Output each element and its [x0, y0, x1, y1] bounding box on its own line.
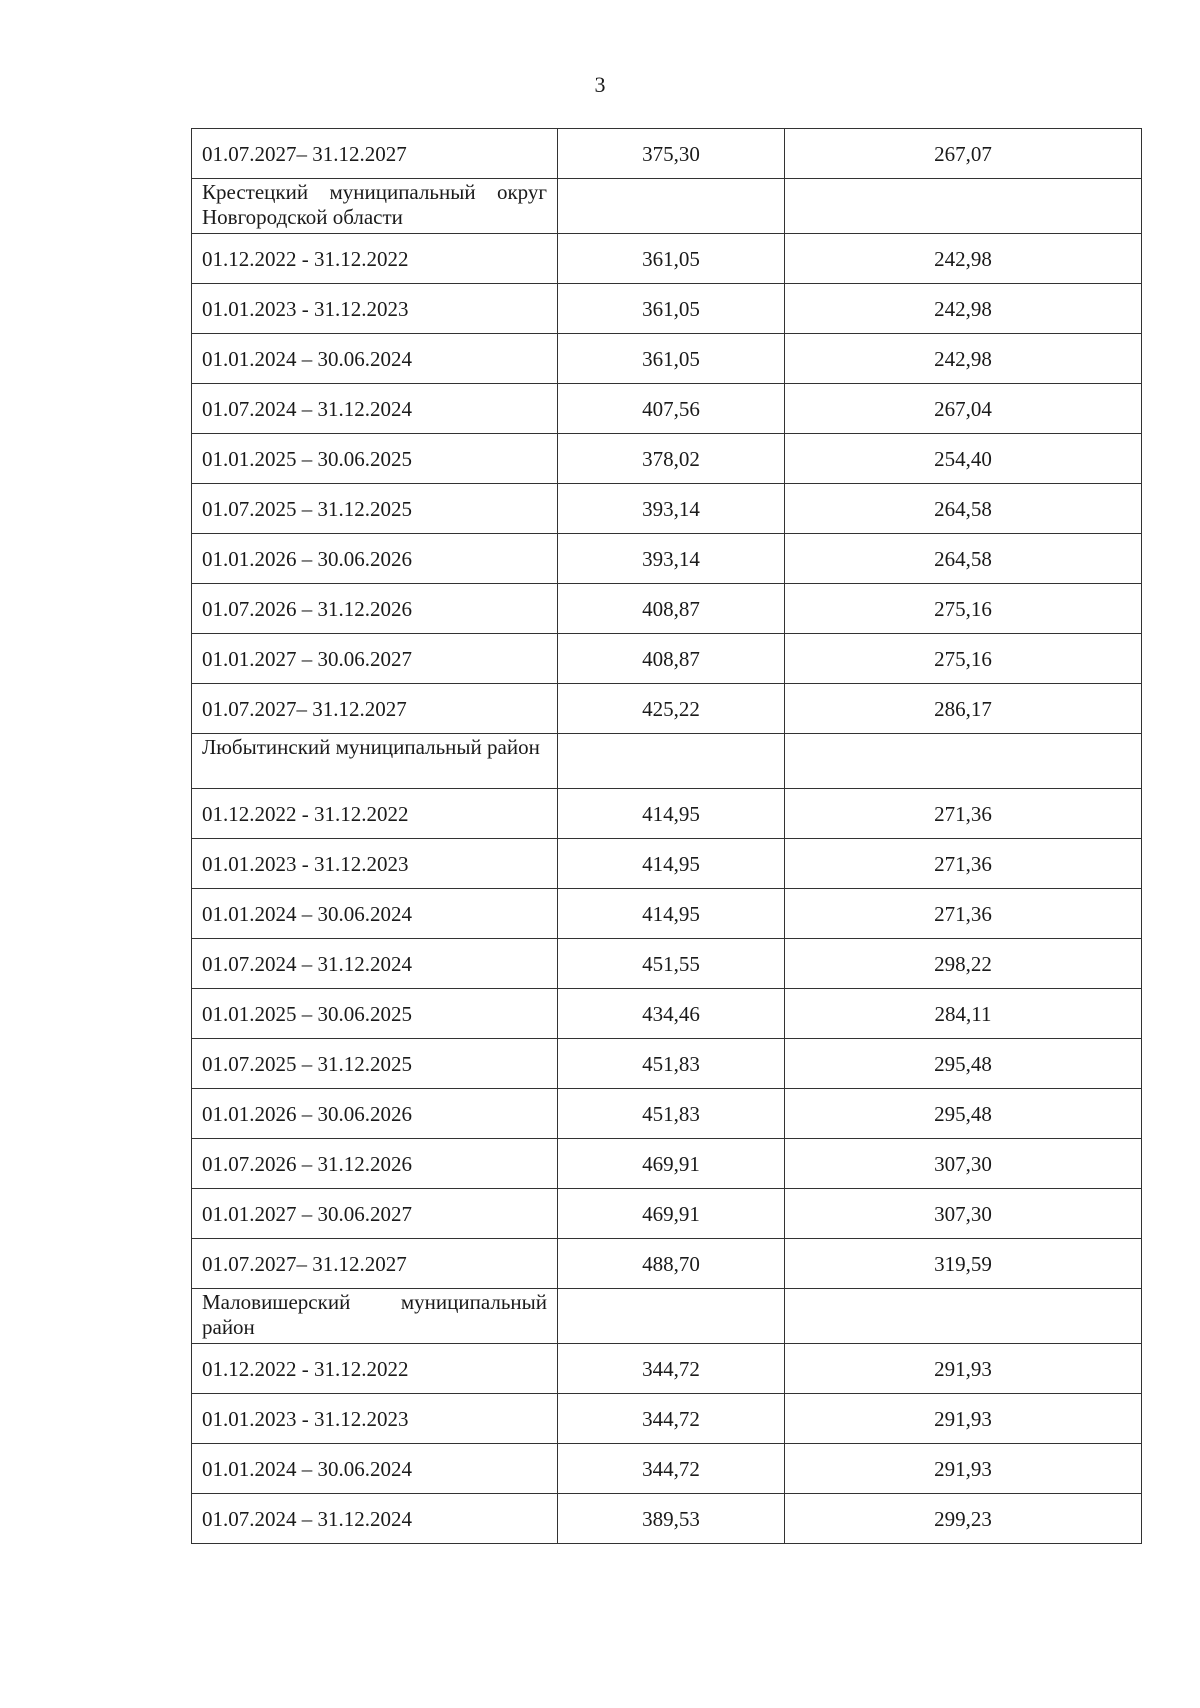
- value-cell-2: 299,23: [785, 1494, 1142, 1544]
- value-cell-1: 451,55: [558, 939, 785, 989]
- table-row: [192, 584, 1142, 634]
- value-cell-1: 344,72: [558, 1444, 785, 1494]
- value-cell-2: 291,93: [785, 1444, 1142, 1494]
- value-cell-1: 414,95: [558, 889, 785, 939]
- period-cell: 01.07.2025 – 31.12.2025: [192, 484, 558, 534]
- value-cell-2: 291,93: [785, 1344, 1142, 1394]
- value-cell-1: 361,05: [558, 234, 785, 284]
- period-cell: 01.07.2027– 31.12.2027: [192, 129, 558, 179]
- table-row: [192, 1494, 1142, 1544]
- period-cell: 01.07.2026 – 31.12.2026: [192, 1139, 558, 1189]
- value-cell-2: 254,40: [785, 434, 1142, 484]
- value-cell-1: 469,91: [558, 1139, 785, 1189]
- value-cell-1: 408,87: [558, 634, 785, 684]
- value-cell-2: 264,58: [785, 534, 1142, 584]
- value-cell-2: 242,98: [785, 284, 1142, 334]
- value-cell-2: 295,48: [785, 1089, 1142, 1139]
- value-cell-1: 344,72: [558, 1394, 785, 1444]
- value-cell-2: 307,30: [785, 1189, 1142, 1239]
- value-cell-1: 488,70: [558, 1239, 785, 1289]
- value-cell-2: 267,04: [785, 384, 1142, 434]
- period-cell: 01.01.2024 – 30.06.2024: [192, 1444, 558, 1494]
- value-cell-1: 469,91: [558, 1189, 785, 1239]
- period-cell: 01.07.2025 – 31.12.2025: [192, 1039, 558, 1089]
- value-cell-2: 271,36: [785, 789, 1142, 839]
- value-cell-1: 389,53: [558, 1494, 785, 1544]
- period-cell: 01.07.2027– 31.12.2027: [192, 1239, 558, 1289]
- value-cell-2: 242,98: [785, 234, 1142, 284]
- value-cell-1: 414,95: [558, 839, 785, 889]
- empty-cell: [558, 1289, 785, 1344]
- section-title: Маловишерский муниципальный район: [192, 1289, 558, 1344]
- empty-cell: [785, 179, 1142, 234]
- table-row: [192, 1344, 1142, 1394]
- tariff-table: [191, 128, 1142, 1544]
- value-cell-1: 408,87: [558, 584, 785, 634]
- value-cell-2: 271,36: [785, 889, 1142, 939]
- table-row: [192, 1189, 1142, 1239]
- value-cell-1: 451,83: [558, 1039, 785, 1089]
- table-row: [192, 234, 1142, 284]
- value-cell-2: 295,48: [785, 1039, 1142, 1089]
- period-cell: 01.01.2027 – 30.06.2027: [192, 634, 558, 684]
- period-cell: 01.07.2024 – 31.12.2024: [192, 384, 558, 434]
- period-cell: 01.01.2025 – 30.06.2025: [192, 434, 558, 484]
- table-row: [192, 839, 1142, 889]
- value-cell-1: 361,05: [558, 334, 785, 384]
- empty-cell: [558, 734, 785, 789]
- table-row: [192, 384, 1142, 434]
- section-header-row: [192, 734, 1142, 789]
- table-row: [192, 1139, 1142, 1189]
- table-row: [192, 789, 1142, 839]
- period-cell: 01.07.2027– 31.12.2027: [192, 684, 558, 734]
- period-cell: 01.01.2024 – 30.06.2024: [192, 889, 558, 939]
- value-cell-1: 378,02: [558, 434, 785, 484]
- table-row: [192, 484, 1142, 534]
- period-cell: 01.01.2024 – 30.06.2024: [192, 334, 558, 384]
- value-cell-2: 307,30: [785, 1139, 1142, 1189]
- value-cell-2: 319,59: [785, 1239, 1142, 1289]
- table-row: [192, 534, 1142, 584]
- value-cell-2: 264,58: [785, 484, 1142, 534]
- period-cell: 01.12.2022 - 31.12.2022: [192, 234, 558, 284]
- value-cell-1: 393,14: [558, 534, 785, 584]
- table-row: [192, 889, 1142, 939]
- value-cell-2: 275,16: [785, 634, 1142, 684]
- period-cell: 01.01.2026 – 30.06.2026: [192, 534, 558, 584]
- value-cell-1: 425,22: [558, 684, 785, 734]
- value-cell-2: 291,93: [785, 1394, 1142, 1444]
- empty-cell: [785, 1289, 1142, 1344]
- empty-cell: [785, 734, 1142, 789]
- period-cell: 01.01.2023 - 31.12.2023: [192, 1394, 558, 1444]
- value-cell-2: 267,07: [785, 129, 1142, 179]
- period-cell: 01.01.2026 – 30.06.2026: [192, 1089, 558, 1139]
- table-row: [192, 1444, 1142, 1494]
- period-cell: 01.07.2024 – 31.12.2024: [192, 939, 558, 989]
- table-row: [192, 634, 1142, 684]
- value-cell-2: 242,98: [785, 334, 1142, 384]
- table-row: [192, 434, 1142, 484]
- tariff-table-body: [192, 129, 1142, 1544]
- value-cell-2: 298,22: [785, 939, 1142, 989]
- value-cell-1: 375,30: [558, 129, 785, 179]
- section-title: Любытинский муниципальный район: [192, 734, 558, 789]
- table-row: [192, 1239, 1142, 1289]
- section-title: Крестецкий муниципальный округ Новгородской области: [192, 179, 558, 234]
- table-row: [192, 989, 1142, 1039]
- table-row: [192, 684, 1142, 734]
- period-cell: 01.01.2023 - 31.12.2023: [192, 839, 558, 889]
- value-cell-2: 275,16: [785, 584, 1142, 634]
- value-cell-2: 286,17: [785, 684, 1142, 734]
- table-row: [192, 1394, 1142, 1444]
- period-cell: 01.07.2024 – 31.12.2024: [192, 1494, 558, 1544]
- section-header-row: [192, 1289, 1142, 1344]
- value-cell-1: 361,05: [558, 284, 785, 334]
- value-cell-1: 434,46: [558, 989, 785, 1039]
- value-cell-2: 271,36: [785, 839, 1142, 889]
- period-cell: 01.01.2025 – 30.06.2025: [192, 989, 558, 1039]
- table-row: [192, 939, 1142, 989]
- value-cell-1: 451,83: [558, 1089, 785, 1139]
- empty-cell: [558, 179, 785, 234]
- table-row: [192, 129, 1142, 179]
- period-cell: 01.12.2022 - 31.12.2022: [192, 789, 558, 839]
- section-header-row: [192, 179, 1142, 234]
- period-cell: 01.01.2023 - 31.12.2023: [192, 284, 558, 334]
- table-row: [192, 1039, 1142, 1089]
- value-cell-1: 407,56: [558, 384, 785, 434]
- value-cell-2: 284,11: [785, 989, 1142, 1039]
- page-number: 3: [594, 72, 606, 97]
- value-cell-1: 414,95: [558, 789, 785, 839]
- period-cell: 01.12.2022 - 31.12.2022: [192, 1344, 558, 1394]
- table-row: [192, 284, 1142, 334]
- period-cell: 01.01.2027 – 30.06.2027: [192, 1189, 558, 1239]
- period-cell: 01.07.2026 – 31.12.2026: [192, 584, 558, 634]
- table-row: [192, 1089, 1142, 1139]
- value-cell-1: 344,72: [558, 1344, 785, 1394]
- value-cell-1: 393,14: [558, 484, 785, 534]
- table-row: [192, 334, 1142, 384]
